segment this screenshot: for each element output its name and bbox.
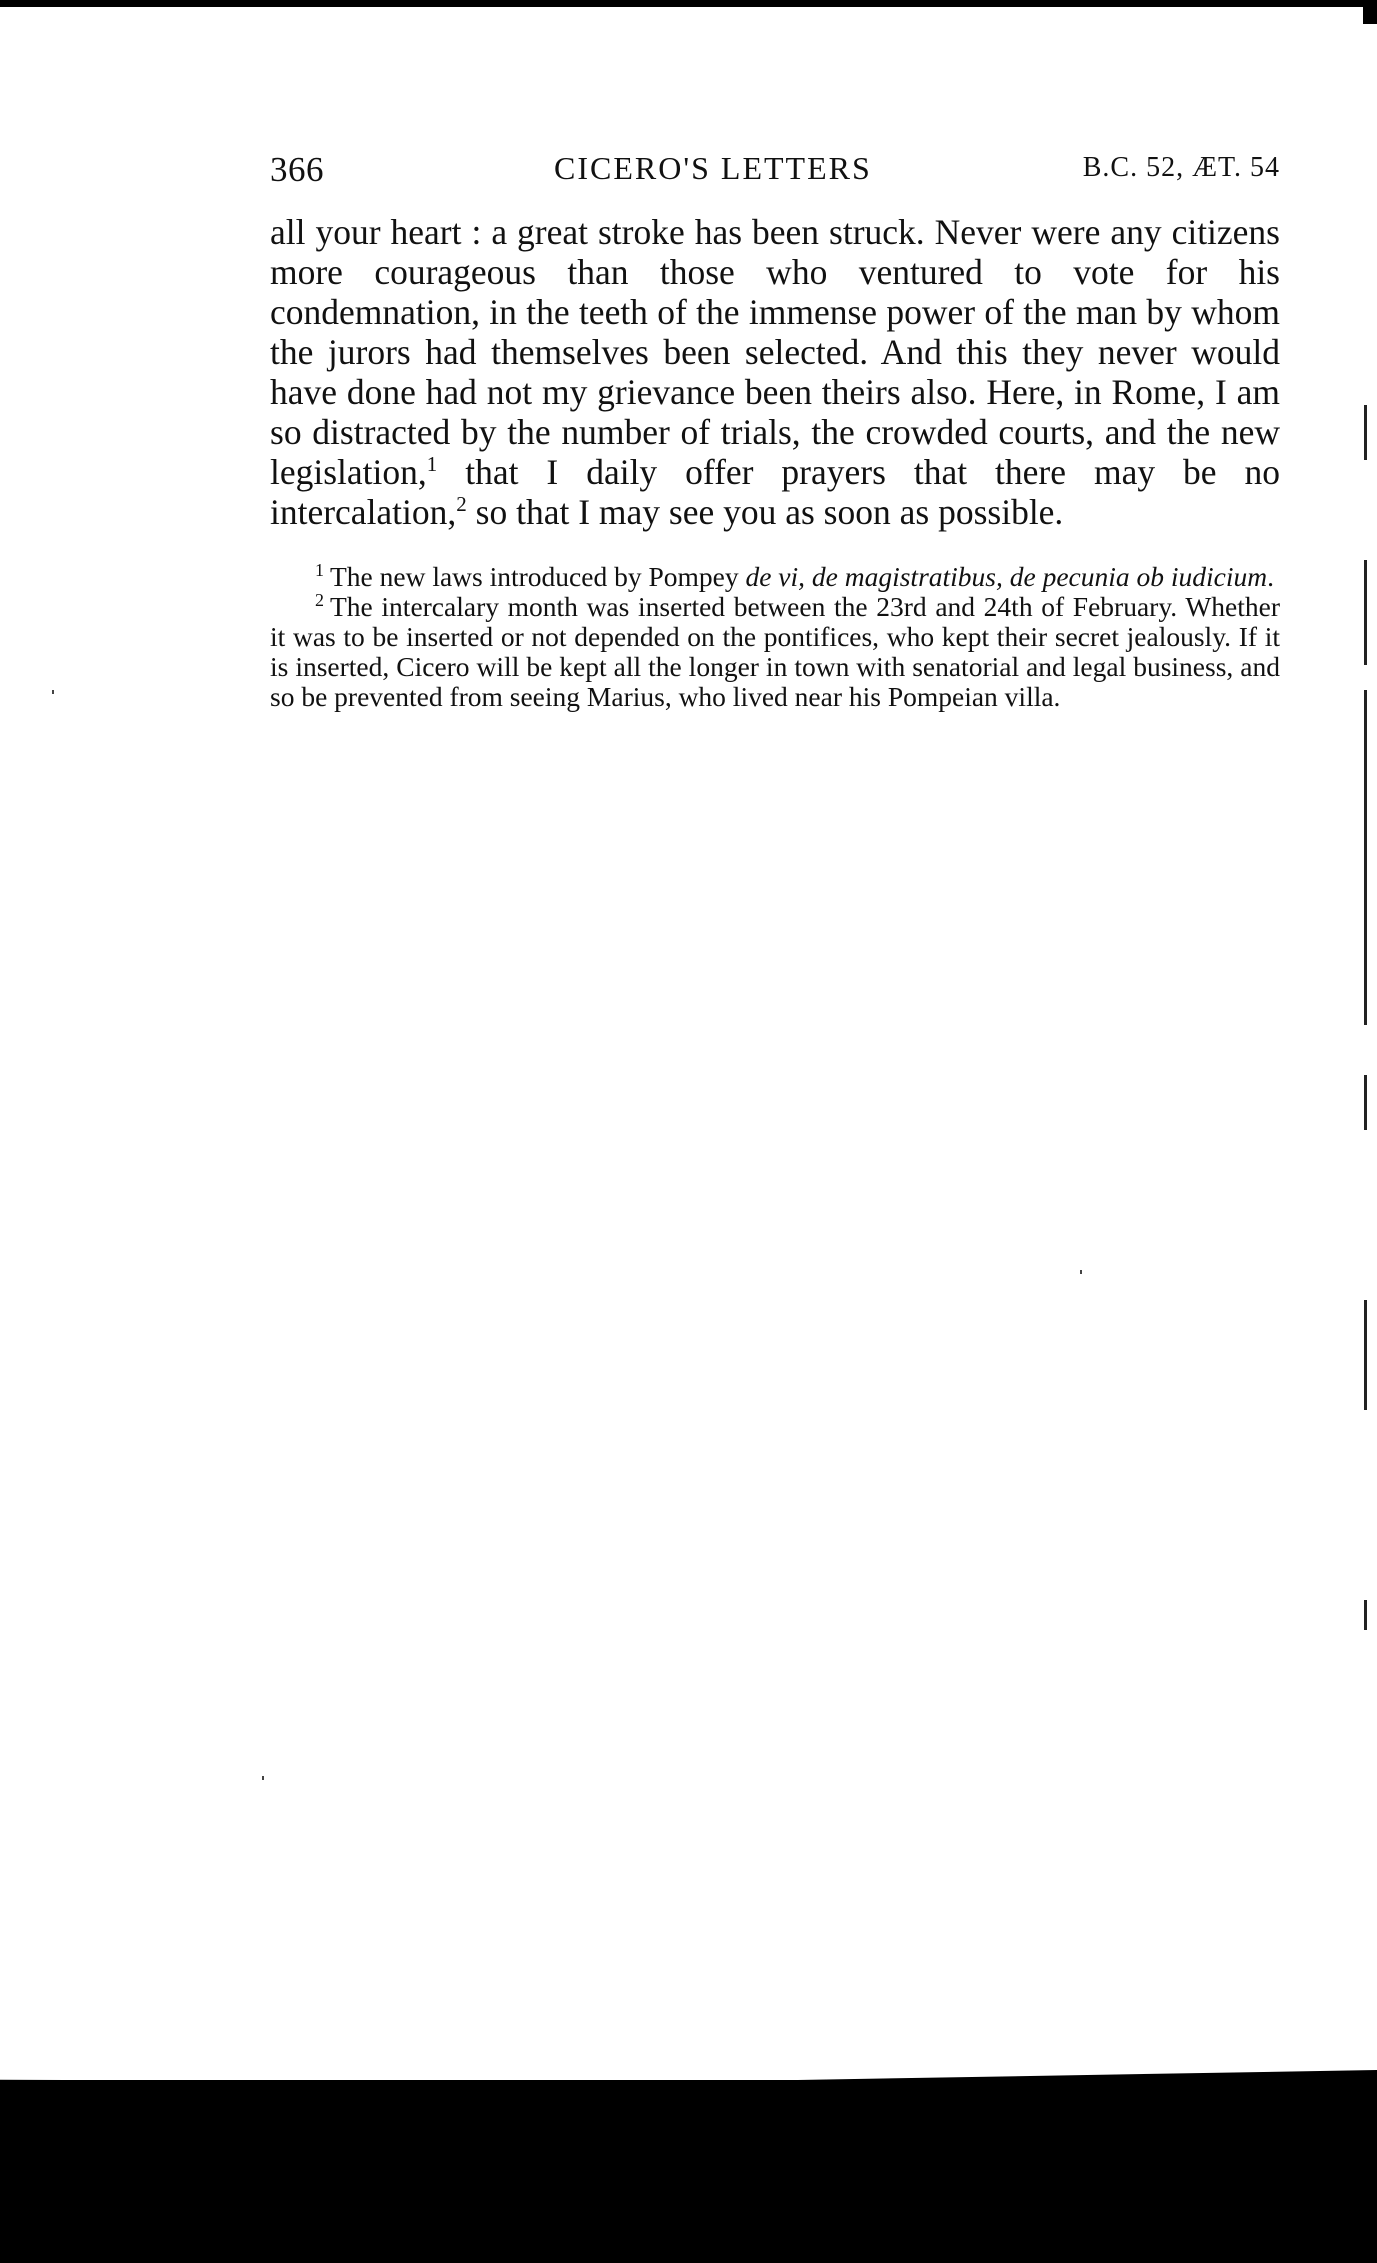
scan-mark (1364, 1300, 1367, 1410)
scan-border-top (0, 0, 1377, 14)
book-title: CICERO'S LETTERS (554, 150, 872, 186)
body-text: that I daily offer prayers that there may be no intercalation, (270, 452, 1280, 532)
body-text: all your heart : a great stroke has been struck. Never were any citizens more courageous than those who ventured to vote for his condemnation, in the teeth of the immense power of the man by whom the jurors had themselves been selected. And this they never would have done had not my grievance been theirs also. Here, in Rome, I am so distracted by the number of trials, the crowded courts, and the new legislation, (270, 212, 1280, 492)
scan-mark (1364, 1600, 1367, 1630)
scan-speck (1080, 1270, 1082, 1274)
footnotes (270, 559, 1280, 712)
page-number: 366 (270, 150, 324, 189)
scan-mark (1364, 405, 1367, 460)
footnote-ref-2: 2 (456, 492, 467, 517)
footnote-text: The intercalary month was inserted between the 23rd and 24th of February. Whether it was to be inserted or not depended on the pontifices, who kept their secret jealously. If it is inserted, Cicero will be kept all the longer in town with senatorial and legal business, and so be prevented from seeing Marius, who lived near his Pompeian villa. (270, 591, 1280, 712)
footnote-2 (270, 589, 1280, 712)
footnote-italic-text: de vi, de magistratibus, de pecunia ob iudicium (745, 561, 1268, 592)
footnote-ref-1: 1 (426, 452, 438, 477)
scan-mark (1364, 690, 1367, 1025)
scan-speck (262, 1776, 264, 1780)
footnote-text: The new laws introduced by Pompey (330, 561, 746, 592)
letter-body (270, 212, 1280, 532)
footnote-number: 2 (315, 589, 324, 610)
body-text: so that I may see you as soon as possible. (466, 492, 1064, 532)
running-head-date: B.C. 52, ÆT. 54 (1082, 152, 1280, 183)
running-head (270, 140, 1280, 200)
scan-mark (1364, 560, 1367, 665)
footnote-tail: . (1267, 561, 1274, 592)
scan-speck (52, 690, 54, 694)
scan-mark (1364, 1075, 1367, 1130)
footnote-1 (270, 559, 1280, 592)
footnote-number: 1 (315, 559, 324, 580)
scan-border-bottom (0, 2080, 1377, 2263)
book-page (270, 140, 1280, 712)
